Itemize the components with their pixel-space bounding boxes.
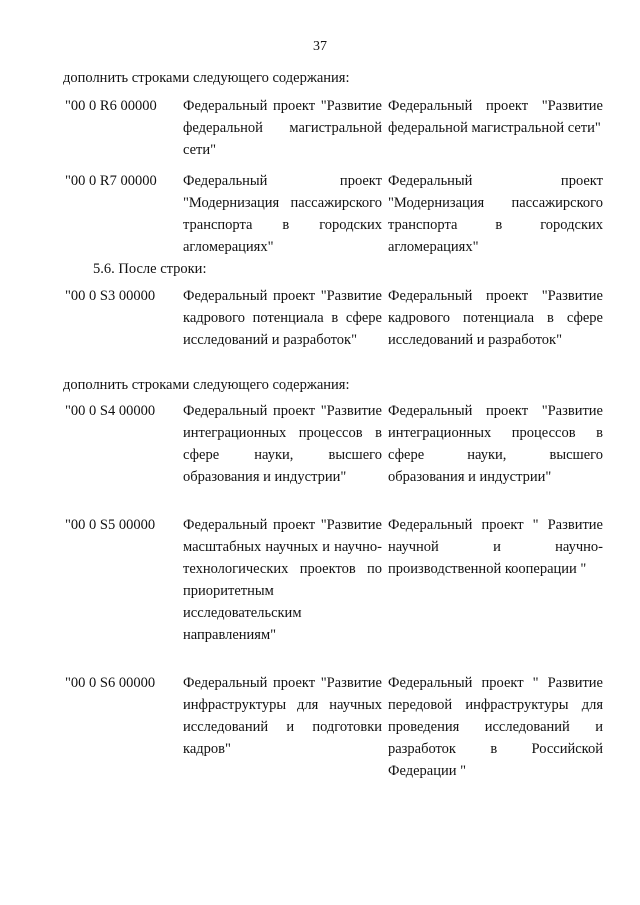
page-number: 37 bbox=[313, 39, 327, 54]
row-r6-description: Федеральный проект "Развитие федеральной магистральной сети" bbox=[183, 98, 382, 158]
row-s3-name: Федеральный проект "Развитие кадрового потенциала в сфере исследований и разработок" bbox=[388, 288, 603, 348]
row-r7-name: Федеральный проект "Модернизация пассажирского транспорта в городских агломерациях" bbox=[388, 173, 603, 255]
row-code-s4: "00 0 S4 00000 bbox=[65, 403, 156, 419]
row-r7-description: Федеральный проект "Модернизация пассажирского транспорта в городских агломерациях" bbox=[183, 173, 382, 255]
intro-paragraph: дополнить строками следующего содержания: bbox=[63, 70, 350, 86]
row-code-r7: "00 0 R7 00000 bbox=[65, 173, 157, 189]
section-heading-5-6: 5.6. После строки: bbox=[93, 261, 207, 277]
row-code-r6: "00 0 R6 00000 bbox=[65, 98, 157, 114]
row-code-s5: "00 0 S5 00000 bbox=[65, 517, 156, 533]
row-s5-description: Федеральный проект "Развитие масштабных научных и научно-технологических проектов по приоритетным исследовательским направлениям" bbox=[183, 517, 382, 643]
row-s3-description: Федеральный проект "Развитие кадрового потенциала в сфере исследований и разработок" bbox=[183, 288, 382, 348]
row-code-s6: "00 0 S6 00000 bbox=[65, 675, 156, 691]
row-r6-name: Федеральный проект "Развитие федеральной магистральной сети" bbox=[388, 98, 603, 136]
row-s6-name: Федеральный проект " Развитие передовой инфраструктуры для проведения исследований и разработок в Российской Федерации " bbox=[388, 675, 603, 779]
row-code-s3: "00 0 S3 00000 bbox=[65, 288, 156, 304]
addition-paragraph: дополнить строками следующего содержания: bbox=[63, 377, 350, 393]
row-s4-description: Федеральный проект "Развитие интеграционных процессов в сфере науки, высшего образования и индустрии" bbox=[183, 403, 382, 485]
row-s6-description: Федеральный проект "Развитие инфраструктуры для научных исследований и подготовки кадров" bbox=[183, 675, 382, 757]
row-s5-name: Федеральный проект " Развитие научной и научно-производственной кооперации " bbox=[388, 517, 603, 577]
row-s4-name: Федеральный проект "Развитие интеграционных процессов в сфере науки, высшего образования и индустрии" bbox=[388, 403, 603, 485]
